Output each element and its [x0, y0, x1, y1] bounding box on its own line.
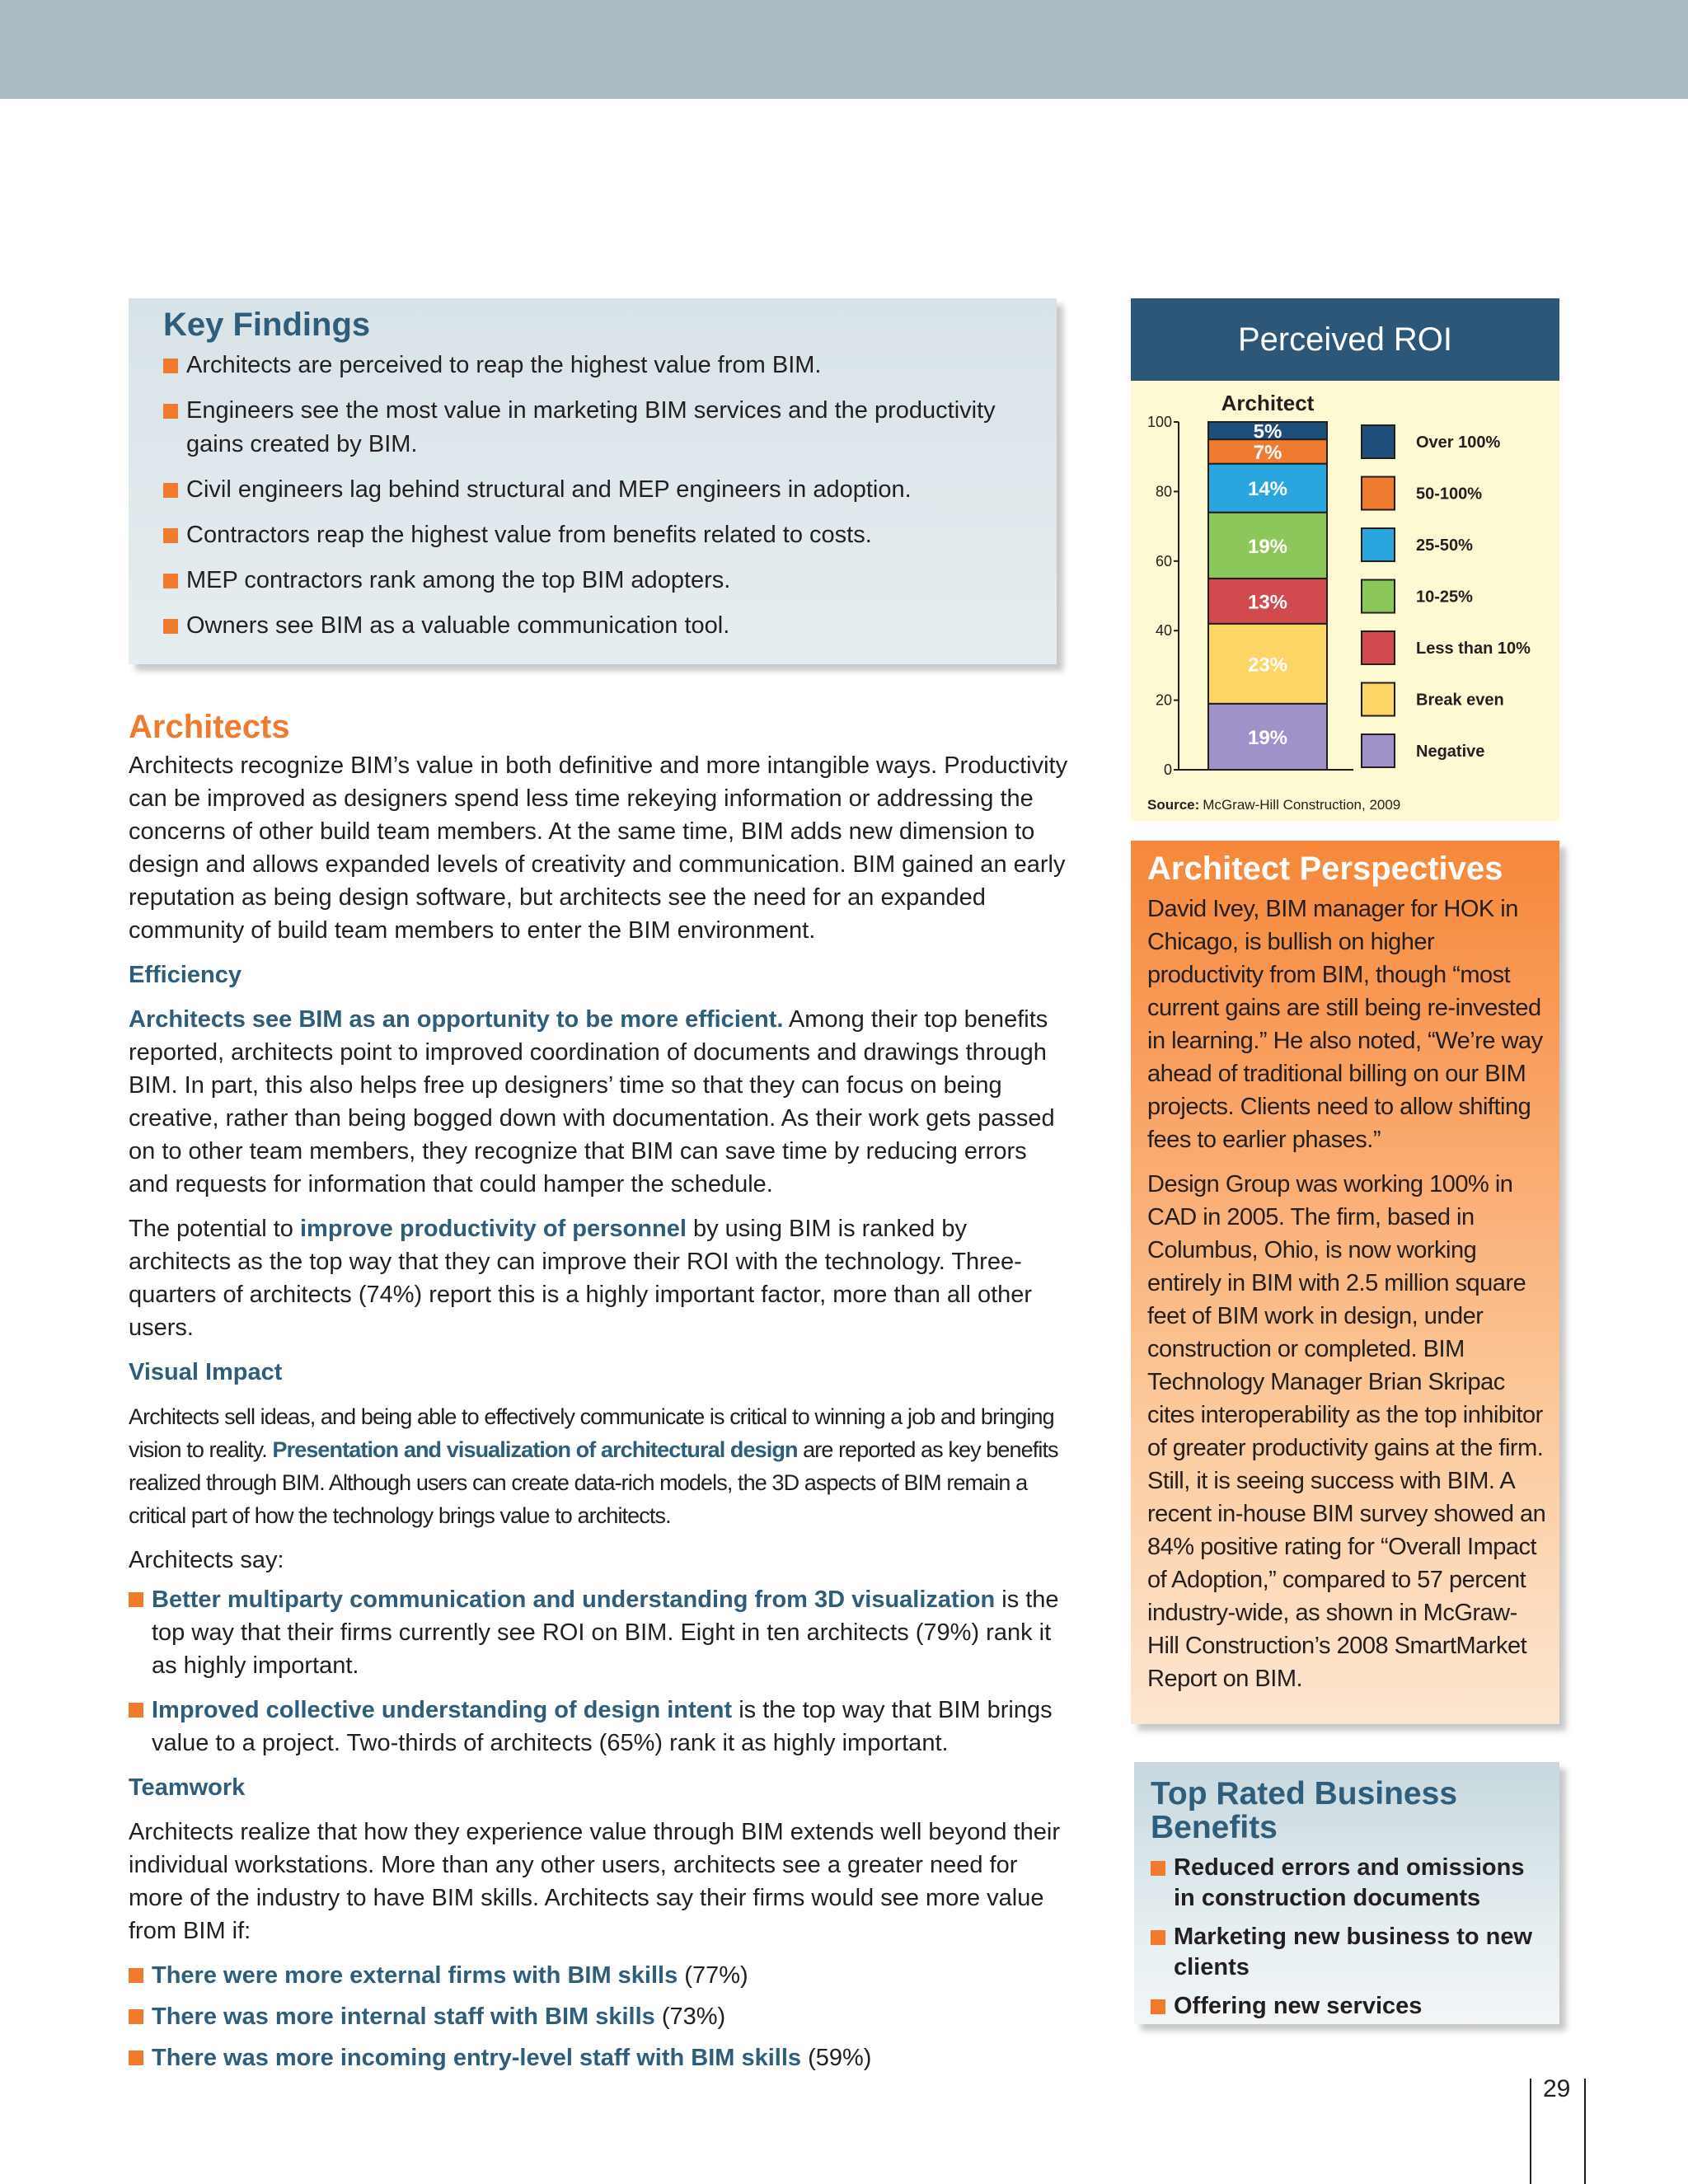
- bullet-square-icon: [1151, 1861, 1165, 1876]
- legend-label: Over 100%: [1416, 434, 1501, 452]
- benefit-item: Reduced errors and omissions in construction documents: [1151, 1853, 1551, 1914]
- perspectives-paragraph-2: Design Group was working 100% in CAD in 2005. The firm, based in Columbus, Ohio, is now working entirely in BIM with 2.5 million square feet of BIM work in design, under construction or completed. BIM Technology Manager Brian Skripac cites interoperability as the top inhibitor of greater productivity gains at the firm. Still, it is seeing success with BIM. A recent in-house BIM survey showed an 84% positive rating for “Overall Impact of Adoption,” compared to 57 percent industry-wide, as shown in McGraw-Hill Construction’s 2008 SmartMarket Report on BIM.: [1147, 1171, 1546, 1692]
- teamwork-bullet: There was more internal staff with BIM skills (73%): [129, 2000, 1073, 2033]
- architects-heading: Architects: [129, 709, 290, 745]
- key-findings-box: [129, 298, 1057, 664]
- key-findings-title: Key Findings: [163, 307, 371, 343]
- key-finding-item: Civil engineers lag behind structural and MEP engineers in adoption.: [163, 473, 1024, 507]
- y-tick-label: 40: [1155, 622, 1172, 640]
- visual-impact-paragraph: Architects sell ideas, and being able to effectively communicate is critical to winning a job and bringing vision to reality. Presentation and visualization of architectural design are reported as key benefits realized through BIM. Although users can create data-rich models, the 3D aspects of BIM remain a critical part of how the technology brings value to architects.: [129, 1404, 1058, 1528]
- bullet-square-icon: [1151, 1930, 1165, 1945]
- legend-label: 50-100%: [1416, 485, 1483, 504]
- bullet-square-icon: [1151, 1999, 1165, 2014]
- legend-label: Less than 10%: [1416, 640, 1531, 658]
- chart-header: Perceived ROI: [1131, 298, 1559, 381]
- y-tick-label: 20: [1155, 691, 1172, 709]
- teamwork-bullet: There was more incoming entry-level staff with BIM skills (59%): [129, 2041, 1073, 2074]
- visual-impact-bullet: Better multiparty communication and understanding from 3D visualization is the top way that their firms currently see ROI on BIM. Eight in ten architects (79%) rank it as highly important.: [129, 1583, 1073, 1682]
- teamwork-bullet: There were more external firms with BIM skills (77%): [129, 1959, 1073, 1992]
- efficiency-heading: Efficiency: [129, 962, 241, 988]
- bullet-square-icon: [129, 1968, 143, 1983]
- architects-section: [129, 709, 1073, 2083]
- bar-data-label: 14%: [1247, 478, 1288, 501]
- perceived-roi-chart: [1131, 298, 1559, 821]
- bullet-square-icon: [129, 1592, 143, 1607]
- teamwork-heading: Teamwork: [129, 1774, 246, 1801]
- key-finding-item: MEP contractors rank among the top BIM adopters.: [163, 564, 1024, 598]
- bullet-square-icon: [163, 404, 178, 419]
- y-tick-label: 80: [1155, 483, 1172, 500]
- bullet-square-icon: [163, 574, 178, 588]
- top-benefits-box: [1134, 1762, 1559, 2024]
- legend-swatch: [1362, 425, 1395, 458]
- legend-swatch: [1362, 477, 1395, 510]
- top-benefits-title: Top Rated Business Benefits: [1151, 1776, 1458, 1845]
- chart-source: Source: McGraw-Hill Construction, 2009: [1147, 797, 1401, 813]
- bar-data-label: 13%: [1247, 591, 1288, 614]
- legend-swatch: [1362, 631, 1395, 664]
- benefit-item: Marketing new business to new clients: [1151, 1922, 1551, 1983]
- legend-label: Negative: [1416, 743, 1485, 761]
- legend-swatch: [1362, 683, 1395, 716]
- page-rule: [1584, 2079, 1586, 2184]
- architect-perspectives-sidebar: [1131, 841, 1559, 1724]
- key-finding-item: Owners see BIM as a valuable communication tool.: [163, 609, 1024, 643]
- page-rule: [1530, 2079, 1531, 2184]
- key-findings-list: [163, 349, 1024, 643]
- bar-data-label: 19%: [1247, 726, 1288, 749]
- header-band: [0, 0, 1688, 99]
- chart-category-label: Architect: [1221, 391, 1315, 415]
- perspectives-paragraph-1: David Ivey, BIM manager for HOK in Chicago, is bullish on higher productivity from BIM, though “most current gains are still being re-invested in learning.” He also noted, “We’re way ahead of traditional billing on our BIM projects. Clients need to allow shifting fees to earlier phases.”: [1147, 896, 1543, 1153]
- legend-swatch: [1362, 734, 1395, 767]
- legend-swatch: [1362, 528, 1395, 561]
- legend-label: Break even: [1416, 691, 1504, 710]
- y-tick-label: 60: [1155, 552, 1172, 569]
- bullet-square-icon: [129, 2050, 143, 2065]
- bullet-square-icon: [129, 1703, 143, 1718]
- architects-say: Architects say:: [129, 1547, 284, 1573]
- bar-data-label: 19%: [1247, 535, 1288, 558]
- efficiency-paragraph-2: The potential to improve productivity of personnel by using BIM is ranked by architects as the top way that they can improve their ROI with the technology. Three-quarters of architects (74%) report this is a highly important factor, more than all other users.: [129, 1216, 1033, 1341]
- y-tick-label: 100: [1146, 414, 1172, 430]
- legend-swatch: [1362, 580, 1395, 613]
- teamwork-paragraph: Architects realize that how they experience value through BIM extends well beyond their individual workstations. More than any other users, architects see a greater need for more of the industry to have BIM skills. Architects say their firms would see more value from BIM if:: [129, 1819, 1061, 1944]
- legend-label: 25-50%: [1416, 537, 1473, 555]
- bar-data-label: 5%: [1253, 420, 1282, 443]
- bullet-square-icon: [163, 528, 178, 543]
- key-finding-item: Architects are perceived to reap the highest value from BIM.: [163, 349, 1024, 382]
- top-benefits-list: [1151, 1853, 1551, 2022]
- bar-data-label: 23%: [1247, 654, 1288, 677]
- bullet-square-icon: [129, 2009, 143, 2024]
- benefit-item: Offering new services: [1151, 1991, 1551, 2022]
- legend-label: 10-25%: [1416, 588, 1473, 607]
- visual-impact-heading: Visual Impact: [129, 1359, 283, 1385]
- y-tick-label: 0: [1163, 762, 1172, 778]
- architects-intro: Architects recognize BIM’s value in both definitive and more intangible ways. Productivity can be improved as designers spend less time rekeying information or addressing the concerns of other build team members. At the same time, BIM adds new dimension to design and allows expanded levels of creativity and communication. BIM gained an early reputation as being design software, but architects see the need for an expanded community of build team members to enter the BIM environment.: [129, 752, 1068, 944]
- bullet-square-icon: [163, 359, 178, 373]
- page-number: 29: [1543, 2075, 1571, 2102]
- bar-data-label: 7%: [1253, 441, 1282, 464]
- visual-impact-bullet: Improved collective understanding of design intent is the top way that BIM brings value to a project. Two-thirds of architects (65%) rank it as highly important.: [129, 1694, 1073, 1760]
- efficiency-paragraph-1: Architects see BIM as an opportunity to be more efficient. Among their top benefits reported, architects point to improved coordination of documents and drawings through BIM. In part, this also helps free up designers’ time so that they can focus on being creative, rather than being bogged down with documentation. As their work gets passed on to other team members, they recognize that BIM can save time by reducing errors and requests for information that could hamper the schedule.: [129, 1006, 1055, 1197]
- bullet-square-icon: [163, 619, 178, 634]
- chart-canvas: [1131, 298, 1559, 821]
- key-finding-item: Engineers see the most value in marketing BIM services and the productivity gains created by BIM.: [163, 394, 1024, 462]
- architect-perspectives-title: Architect Perspectives: [1147, 851, 1503, 887]
- key-finding-item: Contractors reap the highest value from benefits related to costs.: [163, 518, 1024, 552]
- bullet-square-icon: [163, 483, 178, 498]
